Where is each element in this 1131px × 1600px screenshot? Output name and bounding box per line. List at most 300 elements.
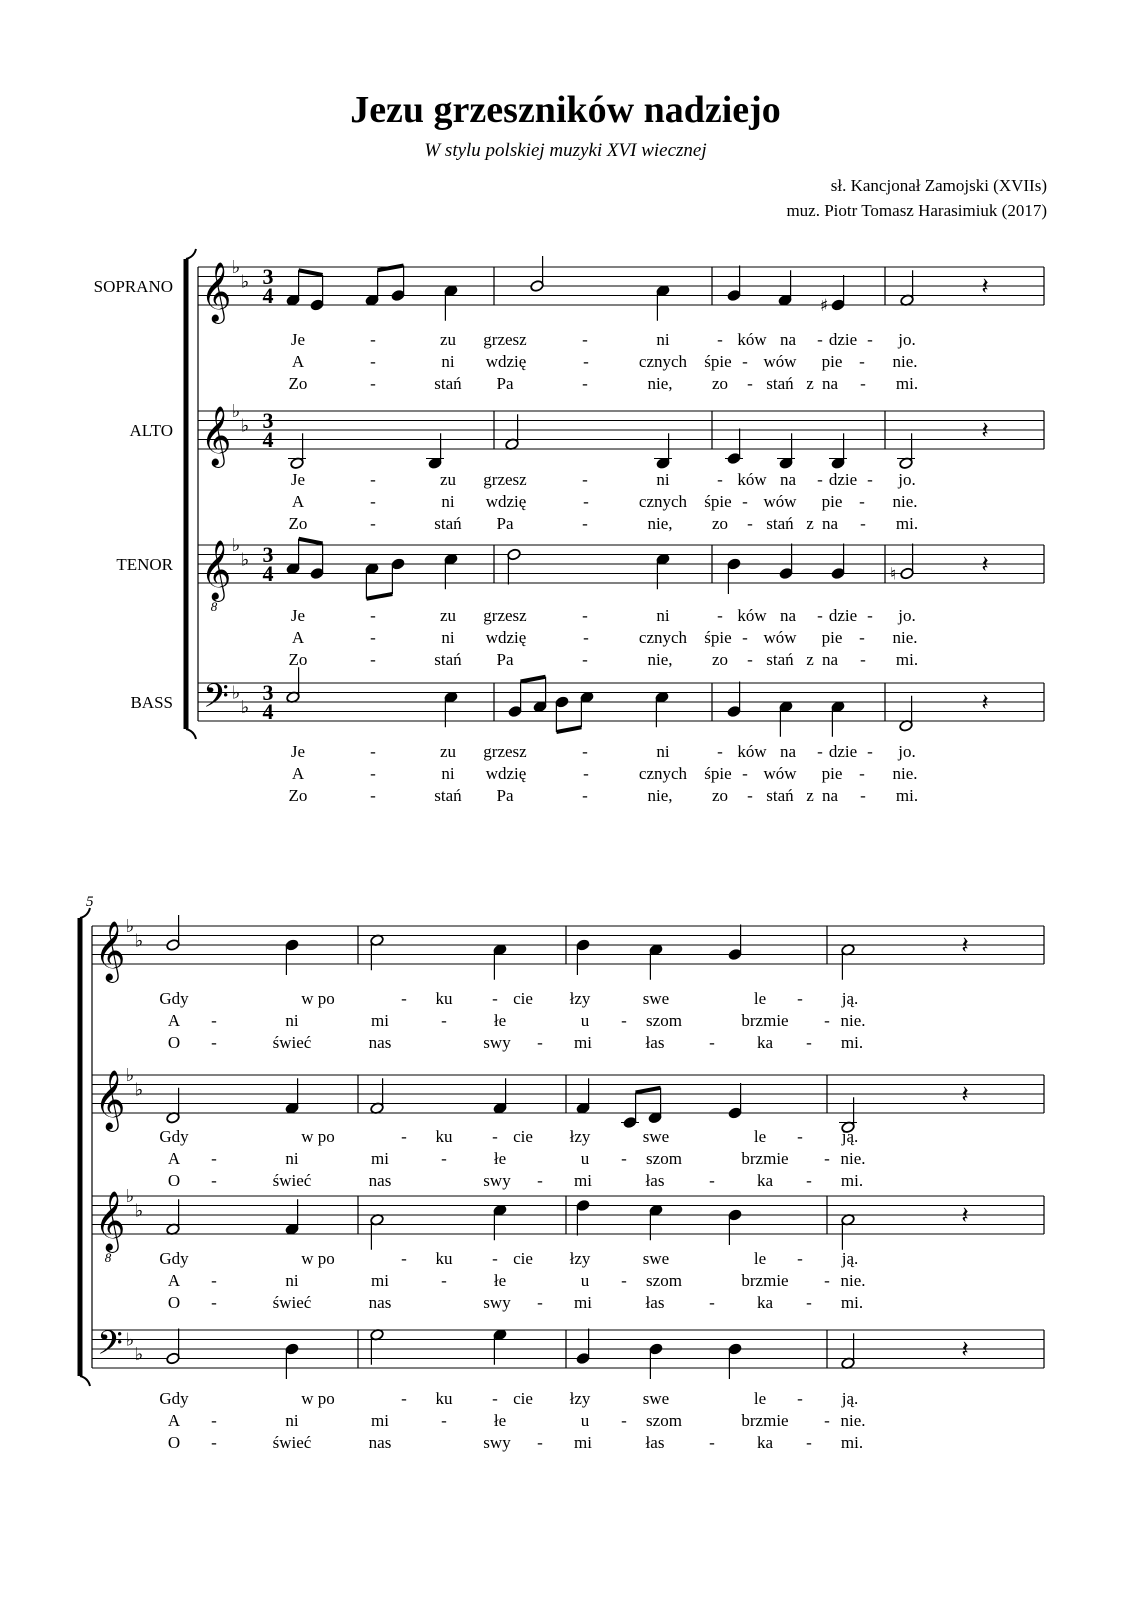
lyric-syllable: łzy [569, 1127, 591, 1146]
beam [299, 539, 323, 544]
lyric-syllable: - [370, 514, 376, 533]
lyric-syllable: - [582, 470, 588, 489]
lyric-syllable: - [709, 1433, 715, 1452]
flat-icon: ♭ [240, 549, 250, 571]
lyric-syllable: mi. [895, 514, 919, 533]
lyric-syllable: - [817, 742, 823, 761]
lyric-syllable: - [797, 989, 803, 1008]
lyric-syllable: swe [642, 1389, 670, 1408]
quarter-rest-icon: 𝄽 [961, 1080, 969, 1108]
lyric-syllable: - [582, 742, 588, 761]
lyric-syllable: łe [493, 1411, 507, 1430]
lyric-syllable: dzie [828, 330, 858, 349]
lyric-syllable: łas [645, 1433, 665, 1452]
lyric-syllable: Je [290, 330, 306, 349]
flat-icon: ♭ [125, 1065, 135, 1086]
lyric-syllable: ni [656, 742, 670, 761]
lyric-syllable: - [742, 764, 748, 783]
lyric-syllable: - [859, 352, 865, 371]
lyric-syllable: A [167, 1011, 181, 1030]
lyric-syllable: - [824, 1411, 830, 1430]
lyric-syllable: mi. [895, 374, 919, 393]
lyric-syllable: - [441, 1271, 447, 1290]
lyric-syllable: ka [756, 1171, 774, 1190]
lyric-syllable: - [401, 1389, 407, 1408]
lyric-syllable: z [806, 514, 814, 533]
lyric-syllable: Pa [496, 786, 514, 805]
lyric-syllable: - [717, 330, 723, 349]
lyric-syllable: - [747, 786, 753, 805]
lyric-syllable: Pa [496, 374, 514, 393]
flat-icon: ♭ [231, 682, 241, 704]
flat-icon: ♭ [134, 930, 144, 952]
lyric-syllable: - [583, 352, 589, 371]
voice-label-bass: BASS [130, 693, 173, 712]
lyric-syllable: - [492, 1127, 498, 1146]
flat-icon: ♭ [134, 1343, 144, 1365]
treble-clef-icon: 𝄞 [200, 406, 232, 466]
lyric-syllable: ją. [841, 1249, 859, 1268]
lyric-syllable: O [167, 1171, 181, 1190]
lyric-syllable: Zo [288, 650, 308, 669]
beam [366, 594, 392, 599]
lyric-syllable: nie, [647, 514, 673, 533]
lyric-syllable: pie [821, 628, 843, 647]
lyric-syllable: mi [371, 1271, 389, 1290]
lyric-syllable: dzie [828, 606, 858, 625]
lyric-syllable: ku [435, 1249, 453, 1268]
quarter-rest-icon: 𝄽 [981, 688, 989, 716]
lyric-syllable: ku [435, 1127, 453, 1146]
lyric-syllable: grzesz [483, 606, 527, 625]
lyric-syllable: szom [646, 1149, 682, 1168]
flat-icon: ♭ [125, 916, 135, 937]
lyric-syllable: - [709, 1033, 715, 1052]
lyric-syllable: - [370, 742, 376, 761]
lyric-syllable: łas [645, 1293, 665, 1312]
lyric-syllable: - [747, 374, 753, 393]
lyric-syllable: Pa [496, 650, 514, 669]
lyric-syllable: cie [513, 989, 533, 1008]
lyric-syllable: - [370, 650, 376, 669]
lyric-syllable: - [211, 1149, 217, 1168]
lyric-syllable: w po [301, 1389, 335, 1408]
lyric-syllable: zu [439, 470, 457, 489]
lyric-syllable: - [370, 628, 376, 647]
lyric-syllable: - [582, 606, 588, 625]
treble-clef-icon: 𝄞 [94, 921, 126, 981]
lyric-syllable: u [580, 1271, 590, 1290]
lyric-syllable: łe [493, 1271, 507, 1290]
lyric-syllable: świeć [272, 1433, 312, 1452]
lyric-syllable: - [860, 374, 866, 393]
bass-clef-icon: 𝄢 [203, 677, 229, 724]
lyric-syllable: nie. [892, 352, 918, 371]
flat-icon: ♭ [231, 257, 241, 278]
time-signature-bottom: 4 [262, 699, 274, 724]
lyric-syllable: mi [574, 1293, 592, 1312]
page-title: Jezu grzeszników nadziejo [350, 89, 781, 131]
lyric-syllable: dzie [828, 742, 858, 761]
lyric-syllable: mi. [840, 1171, 864, 1190]
lyric-syllable: ni [441, 764, 455, 783]
octave-mark: 8 [104, 1250, 112, 1265]
time-signature-top: 3 [262, 408, 274, 433]
flat-icon: ♭ [125, 1186, 135, 1207]
lyric-syllable: zo [711, 514, 729, 533]
lyric-syllable: nie. [840, 1149, 866, 1168]
lyric-syllable: brzmie [741, 1411, 789, 1430]
lyric-syllable: - [370, 606, 376, 625]
lyric-syllable: swe [642, 1127, 670, 1146]
lyric-syllable: cie [513, 1389, 533, 1408]
lyric-syllable: - [621, 1271, 627, 1290]
lyric-syllable: - [441, 1411, 447, 1430]
lyric-syllable: ku [435, 989, 453, 1008]
lyric-syllable: wdzię [485, 628, 527, 647]
lyric-syllable: - [806, 1433, 812, 1452]
lyric-syllable: cie [513, 1249, 533, 1268]
lyric-syllable: Je [290, 742, 306, 761]
lyric-syllable: u [580, 1411, 590, 1430]
lyric-syllable: ni [285, 1411, 299, 1430]
lyric-syllable: ni [441, 492, 455, 511]
lyric-syllable: świeć [272, 1293, 312, 1312]
lyric-syllable: ka [756, 1033, 774, 1052]
lyric-syllable: łzy [569, 989, 591, 1008]
lyric-syllable: le [753, 989, 767, 1008]
page-subtitle: W stylu polskiej muzyki XVI wiecznej [424, 140, 707, 161]
flat-icon: ♭ [240, 271, 250, 293]
flat-icon: ♭ [134, 1079, 144, 1101]
lyric-syllable: - [582, 786, 588, 805]
quarter-rest-icon: 𝄽 [961, 931, 969, 959]
treble-clef-icon: 𝄞 [94, 1070, 126, 1130]
lyric-syllable: A [291, 492, 305, 511]
lyric-syllable: - [370, 764, 376, 783]
lyric-syllable: - [709, 1171, 715, 1190]
lyric-syllable: - [817, 330, 823, 349]
lyric-syllable: - [717, 470, 723, 489]
lyric-syllable: - [860, 786, 866, 805]
lyric-syllable: - [867, 330, 873, 349]
voice-label-soprano: SOPRANO [93, 277, 173, 296]
lyric-syllable: zo [711, 786, 729, 805]
lyric-syllable: mi. [895, 650, 919, 669]
lyric-syllable: - [867, 606, 873, 625]
lyric-syllable: - [797, 1389, 803, 1408]
lyric-syllable: stań [766, 786, 794, 805]
beam [521, 677, 546, 682]
lyric-syllable: - [717, 742, 723, 761]
lyric-syllable: łzy [569, 1389, 591, 1408]
lyric-syllable: O [167, 1033, 181, 1052]
lyric-syllable: u [580, 1011, 590, 1030]
lyric-syllable: łas [645, 1033, 665, 1052]
lyric-syllable: - [860, 514, 866, 533]
lyric-syllable: - [867, 742, 873, 761]
treble-clef-icon: 𝄞 [94, 1191, 126, 1251]
lyric-syllable: ni [656, 606, 670, 625]
time-signature-bottom: 4 [262, 283, 274, 308]
time-signature-top: 3 [262, 542, 274, 567]
lyric-syllable: na [821, 374, 839, 393]
lyric-syllable: - [401, 1127, 407, 1146]
lyric-syllable: - [621, 1411, 627, 1430]
lyric-syllable: szom [646, 1271, 682, 1290]
lyric-syllable: - [492, 1389, 498, 1408]
lyric-syllable: mi [371, 1149, 389, 1168]
lyric-syllable: A [167, 1411, 181, 1430]
lyric-syllable: stań [766, 514, 794, 533]
lyric-syllable: nie, [647, 374, 673, 393]
lyric-syllable: ków [737, 330, 767, 349]
lyric-syllable: Zo [288, 374, 308, 393]
lyric-syllable: - [582, 514, 588, 533]
lyric-syllable: ni [656, 470, 670, 489]
lyric-syllable: ków [737, 470, 767, 489]
lyric-syllable: - [859, 492, 865, 511]
lyric-syllable: - [742, 352, 748, 371]
lyric-syllable: stań [434, 786, 462, 805]
lyric-syllable: nie. [892, 764, 918, 783]
quarter-rest-icon: 𝄽 [961, 1201, 969, 1229]
lyric-syllable: - [370, 470, 376, 489]
lyric-syllable: śpie [704, 628, 732, 647]
lyric-syllable: A [291, 628, 305, 647]
lyric-syllable: - [582, 650, 588, 669]
lyric-syllable: - [817, 606, 823, 625]
lyric-syllable: ni [285, 1149, 299, 1168]
flat-icon: ♭ [240, 415, 250, 437]
lyric-syllable: wów [763, 492, 797, 511]
flat-icon: ♭ [125, 1329, 135, 1351]
lyric-syllable: z [806, 650, 814, 669]
lyric-syllable: - [582, 330, 588, 349]
lyric-syllable: na [779, 330, 797, 349]
beam [299, 270, 323, 275]
lyric-syllable: ją. [841, 989, 859, 1008]
lyric-syllable: na [779, 470, 797, 489]
lyric-syllable: - [797, 1127, 803, 1146]
lyric-syllable: śpie [704, 764, 732, 783]
lyric-syllable: na [821, 650, 839, 669]
lyric-syllable: - [717, 606, 723, 625]
octave-mark: 8 [210, 599, 218, 614]
time-signature-bottom: 4 [262, 427, 274, 452]
bass-clef-icon: 𝄢 [97, 1324, 123, 1371]
lyric-syllable: - [583, 492, 589, 511]
lyric-syllable: O [167, 1433, 181, 1452]
lyric-syllable: mi. [840, 1293, 864, 1312]
lyricist-credit: sł. Kancjonał Zamojski (XVIIs) [830, 176, 1047, 195]
bracket-bottom [186, 729, 196, 739]
lyric-syllable: - [747, 514, 753, 533]
lyric-syllable: - [621, 1149, 627, 1168]
lyric-syllable: nie. [892, 492, 918, 511]
lyric-syllable: - [824, 1149, 830, 1168]
lyric-syllable: - [401, 989, 407, 1008]
voice-label-alto: ALTO [129, 421, 173, 440]
lyric-syllable: pie [821, 492, 843, 511]
lyric-syllable: z [806, 374, 814, 393]
lyric-syllable: mi. [840, 1033, 864, 1052]
lyric-syllable: na [779, 606, 797, 625]
lyric-syllable: w po [301, 1127, 335, 1146]
lyric-syllable: pie [821, 352, 843, 371]
flat-icon: ♭ [134, 1200, 144, 1222]
lyric-syllable: - [370, 352, 376, 371]
lyric-syllable: ni [656, 330, 670, 349]
lyric-syllable: łe [493, 1149, 507, 1168]
quarter-rest-icon: 𝄽 [981, 272, 989, 300]
lyric-syllable: - [211, 1171, 217, 1190]
flat-icon: ♭ [231, 535, 241, 556]
lyric-syllable: jo. [898, 470, 916, 489]
lyric-syllable: nie, [647, 786, 673, 805]
measure-number: 5 [86, 894, 94, 910]
lyric-syllable: szom [646, 1011, 682, 1030]
lyric-syllable: Je [290, 606, 306, 625]
lyric-syllable: - [583, 764, 589, 783]
sharp-icon: ♯ [819, 296, 829, 316]
lyric-syllable: śpie [704, 492, 732, 511]
lyric-syllable: ją. [841, 1127, 859, 1146]
lyric-syllable: - [211, 1433, 217, 1452]
lyric-syllable: swy [483, 1433, 511, 1452]
lyric-syllable: zo [711, 374, 729, 393]
lyric-syllable: A [291, 352, 305, 371]
lyric-syllable: nas [368, 1293, 392, 1312]
lyric-syllable: na [779, 742, 797, 761]
lyric-syllable: - [370, 374, 376, 393]
lyric-syllable: le [753, 1389, 767, 1408]
lyric-syllable: stań [766, 650, 794, 669]
lyric-syllable: - [401, 1249, 407, 1268]
composer-credit: muz. Piotr Tomasz Harasimiuk (2017) [786, 201, 1047, 220]
lyric-syllable: wów [763, 628, 797, 647]
lyric-syllable: - [583, 628, 589, 647]
lyric-syllable: - [709, 1293, 715, 1312]
lyric-syllable: Zo [288, 786, 308, 805]
lyric-syllable: - [859, 628, 865, 647]
lyric-syllable: - [211, 1271, 217, 1290]
lyric-syllable: w po [301, 989, 335, 1008]
lyric-syllable: pie [821, 764, 843, 783]
lyric-syllable: ku [435, 1389, 453, 1408]
lyric-syllable: stań [766, 374, 794, 393]
lyric-syllable: zu [439, 606, 457, 625]
voice-label-tenor: TENOR [116, 555, 173, 574]
lyric-syllable: - [441, 1011, 447, 1030]
lyric-syllable: - [537, 1171, 543, 1190]
lyric-syllable: - [824, 1271, 830, 1290]
lyric-syllable: - [492, 989, 498, 1008]
lyric-syllable: jo. [898, 330, 916, 349]
lyric-syllable: - [860, 650, 866, 669]
lyric-syllable: swe [642, 1249, 670, 1268]
lyric-syllable: ków [737, 606, 767, 625]
lyric-syllable: - [859, 764, 865, 783]
lyric-syllable: zu [439, 330, 457, 349]
lyric-syllable: nie. [892, 628, 918, 647]
lyric-syllable: nie. [840, 1011, 866, 1030]
lyric-syllable: - [537, 1033, 543, 1052]
lyric-syllable: wdzię [485, 764, 527, 783]
lyric-syllable: ni [285, 1271, 299, 1290]
lyric-syllable: nie. [840, 1411, 866, 1430]
quarter-rest-icon: 𝄽 [981, 416, 989, 444]
lyric-syllable: łe [493, 1011, 507, 1030]
lyric-syllable: grzesz [483, 742, 527, 761]
lyric-syllable: łzy [569, 1249, 591, 1268]
beam [556, 727, 581, 732]
lyric-syllable: wdzię [485, 492, 527, 511]
lyric-syllable: mi [574, 1433, 592, 1452]
lyric-syllable: Gdy [159, 989, 189, 1008]
lyric-syllable: ka [756, 1433, 774, 1452]
lyric-syllable: - [441, 1149, 447, 1168]
beam [378, 266, 404, 271]
lyric-syllable: wów [763, 764, 797, 783]
lyric-syllable: nas [368, 1171, 392, 1190]
lyric-syllable: cznych [638, 764, 688, 783]
lyric-syllable: Gdy [159, 1127, 189, 1146]
lyric-syllable: ni [441, 628, 455, 647]
lyric-syllable: O [167, 1293, 181, 1312]
lyric-syllable: świeć [272, 1171, 312, 1190]
quarter-rest-icon: 𝄽 [981, 550, 989, 578]
lyric-syllable: nas [368, 1033, 392, 1052]
lyric-syllable: na [821, 786, 839, 805]
lyric-syllable: ni [285, 1011, 299, 1030]
lyric-syllable: - [817, 470, 823, 489]
lyric-syllable: brzmie [741, 1011, 789, 1030]
lyric-syllable: mi. [840, 1433, 864, 1452]
treble-clef-icon: 𝄞 [200, 540, 232, 600]
lyric-syllable: w po [301, 1249, 335, 1268]
treble-clef-icon: 𝄞 [200, 262, 232, 322]
lyric-syllable: - [742, 628, 748, 647]
lyric-syllable: wdzię [485, 352, 527, 371]
flat-icon: ♭ [240, 696, 250, 718]
flat-icon: ♭ [231, 401, 241, 422]
lyric-syllable: stań [434, 650, 462, 669]
lyric-syllable: śpie [704, 352, 732, 371]
lyric-syllable: - [806, 1033, 812, 1052]
lyric-syllable: cznych [638, 352, 688, 371]
lyric-syllable: - [211, 1411, 217, 1430]
time-signature-top: 3 [262, 680, 274, 705]
lyric-syllable: swe [642, 989, 670, 1008]
bracket-top [186, 249, 196, 259]
lyric-syllable: grzesz [483, 330, 527, 349]
lyric-syllable: nie, [647, 650, 673, 669]
lyric-syllable: ka [756, 1293, 774, 1312]
lyric-syllable: - [211, 1293, 217, 1312]
lyric-syllable: - [370, 786, 376, 805]
lyric-syllable: - [537, 1433, 543, 1452]
lyric-syllable: swy [483, 1033, 511, 1052]
lyric-syllable: Zo [288, 514, 308, 533]
beam [636, 1088, 661, 1093]
lyric-syllable: A [167, 1271, 181, 1290]
lyric-syllable: - [537, 1293, 543, 1312]
lyric-syllable: dzie [828, 470, 858, 489]
lyric-syllable: stań [434, 374, 462, 393]
lyric-syllable: - [211, 1033, 217, 1052]
lyric-syllable: - [747, 650, 753, 669]
